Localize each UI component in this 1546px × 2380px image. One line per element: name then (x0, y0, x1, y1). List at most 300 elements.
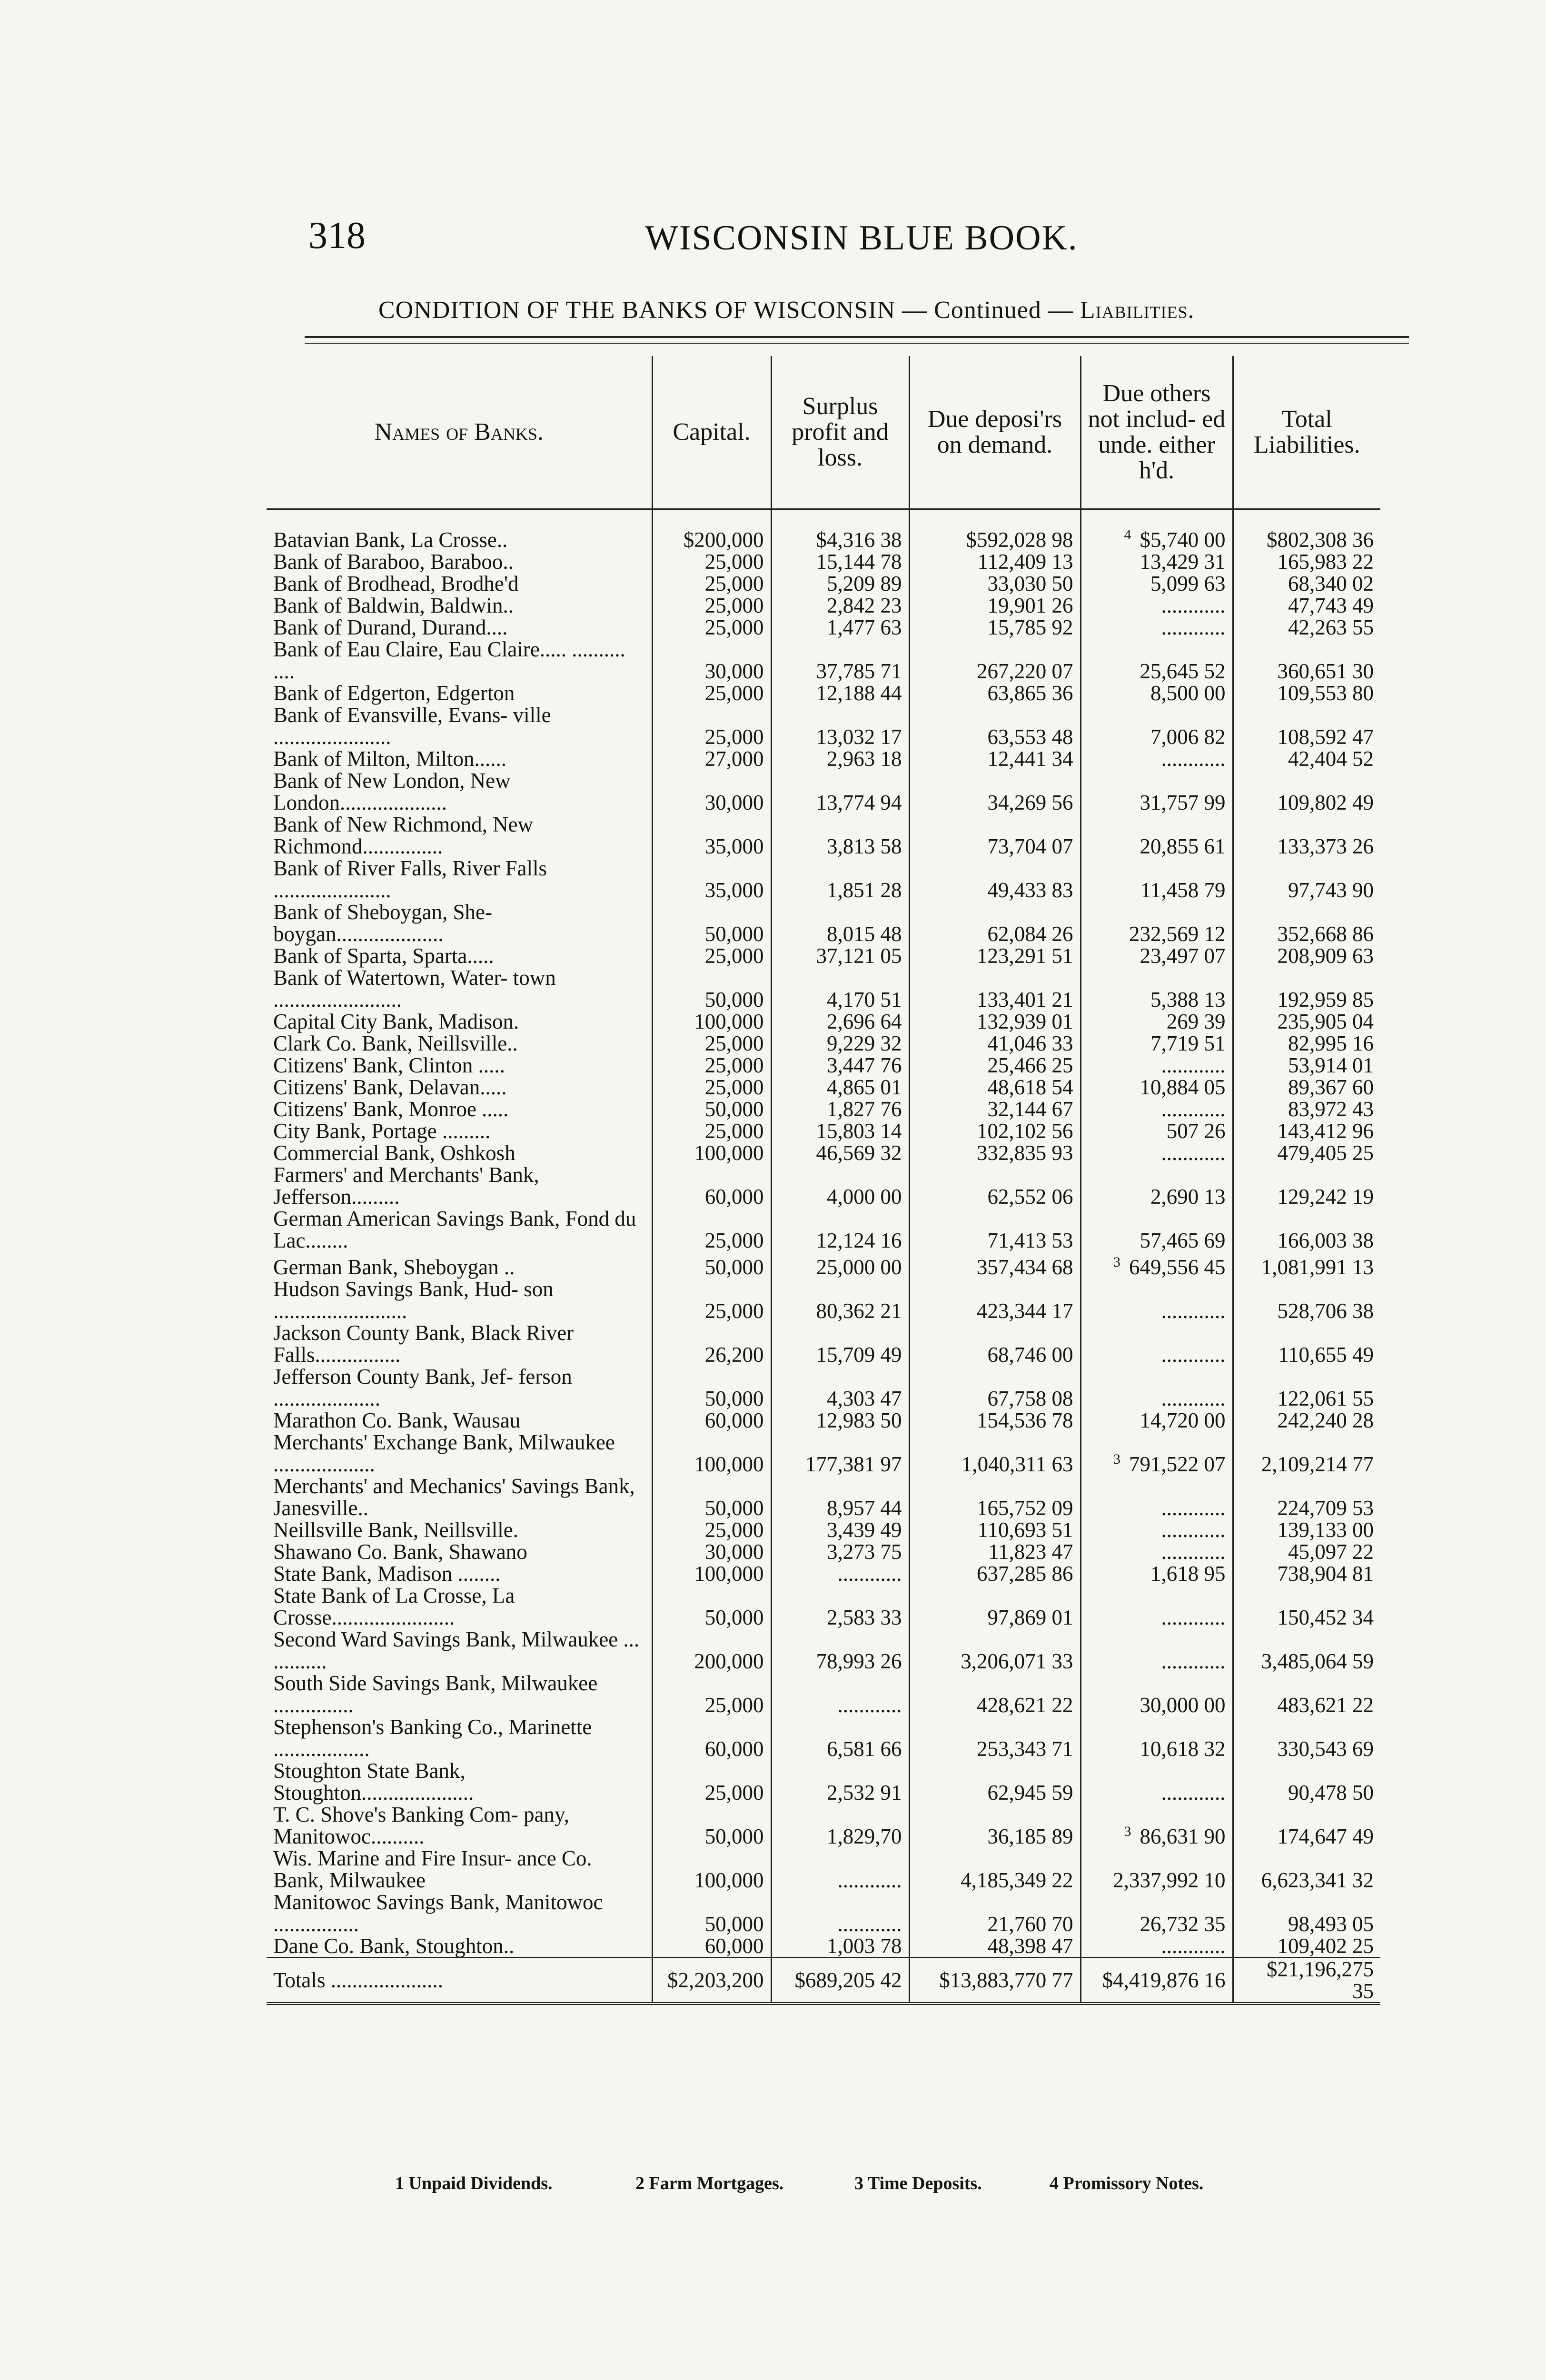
surplus-cell: 2,696 64 (771, 1011, 909, 1032)
table-row (267, 1098, 1380, 1120)
book-title: WISCONSIN BLUE BOOK. (645, 218, 1078, 258)
capital-cell: 25,000 (652, 704, 771, 748)
capital-cell: 30,000 (652, 638, 771, 682)
table-row (267, 1409, 1380, 1431)
bank-name: Marathon Co. Bank, Wausau (273, 1408, 521, 1432)
capital-cell: 50,000 (652, 1098, 771, 1120)
surplus-cell: $4,316 38 (771, 524, 909, 551)
total-cell: 143,412 96 (1233, 1120, 1380, 1142)
due-depositors-cell: 63,865 36 (909, 682, 1080, 704)
due-depositors-cell: 267,220 07 (909, 638, 1080, 682)
surplus-cell: 5,209 89 (771, 573, 909, 595)
total-cell: 45,097 22 (1233, 1541, 1380, 1563)
bank-name: Stephenson's Banking Co., Marinette .................. (273, 1715, 592, 1761)
col-header-due-depositors: Due deposi'rs on demand. (909, 356, 1080, 509)
due-depositors-cell: 34,269 56 (909, 770, 1080, 813)
totals-row (267, 1958, 1380, 2004)
due-depositors-cell: 25,466 25 (909, 1054, 1080, 1076)
table-title-section: Liabilities. (1080, 297, 1195, 324)
bank-name: Bank of Sheboygan, She- boygan.................... (273, 900, 492, 946)
total-cell: 224,709 53 (1233, 1475, 1380, 1519)
table-row (267, 573, 1380, 595)
due-others-cell: 1,618 95 (1080, 1563, 1233, 1585)
bank-name: State Bank, Madison ........ (273, 1562, 501, 1586)
total-cell: 97,743 90 (1233, 857, 1380, 901)
bank-name: Bank of Edgerton, Edgerton (273, 681, 515, 705)
total-cell: 235,905 04 (1233, 1011, 1380, 1032)
capital-cell: 25,000 (652, 682, 771, 704)
total-cell: 68,340 02 (1233, 573, 1380, 595)
due-depositors-cell: $592,028 98 (909, 524, 1080, 551)
due-depositors-cell: 63,553 48 (909, 704, 1080, 748)
capital-cell: 27,000 (652, 748, 771, 770)
bank-name: Merchants' and Mechanics' Savings Bank, Janesville.. (273, 1474, 635, 1520)
surplus-cell: 1,477 63 (771, 616, 909, 638)
bank-name: Farmers' and Merchants' Bank, Jefferson......... (273, 1163, 539, 1209)
total-cell: 89,367 60 (1233, 1076, 1380, 1098)
bank-name: Bank of Eau Claire, Eau Claire..... .......... .... (273, 637, 625, 683)
capital-cell: 100,000 (652, 1563, 771, 1585)
col-header-surplus: Surplus profit and loss. (771, 356, 909, 509)
bank-name: Bank of Evansville, Evans- ville ...................... (273, 703, 551, 749)
surplus-cell: 4,000 00 (771, 1164, 909, 1208)
table-row (267, 1716, 1380, 1760)
table-row (267, 1164, 1380, 1208)
bank-name: German American Savings Bank, Fond du Lac........ (273, 1207, 636, 1252)
total-cell: 360,651 30 (1233, 638, 1380, 682)
due-depositors-cell: 62,084 26 (909, 901, 1080, 945)
footnote-ref: 3 (1113, 1451, 1120, 1467)
bank-name: Bank of Baldwin, Baldwin.. (273, 594, 514, 617)
due-depositors-cell: 41,046 33 (909, 1032, 1080, 1054)
due-others-cell: 5,388 13 (1080, 967, 1233, 1011)
capital-cell: 50,000 (652, 1251, 771, 1278)
footnote-1: 1 Unpaid Dividends. (395, 2173, 553, 2193)
total-cell: 122,061 55 (1233, 1366, 1380, 1409)
header-row (267, 356, 1380, 509)
capital-cell: 60,000 (652, 1935, 771, 1958)
surplus-cell: 12,983 50 (771, 1409, 909, 1431)
due-others-cell: ............ (1080, 1098, 1233, 1120)
due-depositors-cell: 73,704 07 (909, 813, 1080, 857)
surplus-cell: 37,785 71 (771, 638, 909, 682)
capital-cell: 100,000 (652, 1431, 771, 1475)
capital-cell: 25,000 (652, 1032, 771, 1054)
surplus-cell: 2,532 91 (771, 1760, 909, 1804)
total-cell: 47,743 49 (1233, 595, 1380, 616)
due-depositors-cell: 19,901 26 (909, 595, 1080, 616)
capital-cell: $200,000 (652, 524, 771, 551)
footnote-ref: 3 (1113, 1254, 1120, 1270)
due-others-cell: 507 26 (1080, 1120, 1233, 1142)
table-row (267, 1322, 1380, 1366)
bank-name: Citizens' Bank, Monroe ..... (273, 1097, 509, 1121)
surplus-cell: ............ (771, 1563, 909, 1585)
due-depositors-cell: 154,536 78 (909, 1409, 1080, 1431)
surplus-cell: 37,121 05 (771, 945, 909, 967)
bank-name: Hudson Savings Bank, Hud- son ......................... (273, 1277, 554, 1323)
surplus-cell: 13,774 94 (771, 770, 909, 813)
due-others-cell: 31,757 99 (1080, 770, 1233, 813)
surplus-cell: 3,439 49 (771, 1519, 909, 1541)
surplus-cell: 12,188 44 (771, 682, 909, 704)
due-others-cell: ............ (1080, 1054, 1233, 1076)
capital-cell: 25,000 (652, 551, 771, 573)
due-others-cell: ............ (1080, 1541, 1233, 1563)
bank-name: Bank of Baraboo, Baraboo.. (273, 550, 514, 574)
total-cell: 6,623,341 32 (1233, 1847, 1380, 1891)
capital-cell: 25,000 (652, 616, 771, 638)
surplus-cell: 6,581 66 (771, 1716, 909, 1760)
total-cell: 330,543 69 (1233, 1716, 1380, 1760)
capital-cell: 25,000 (652, 1278, 771, 1322)
bank-name: Citizens' Bank, Clinton ..... (273, 1053, 505, 1077)
due-others-cell: 8,500 00 (1080, 682, 1233, 704)
table-row (267, 1804, 1380, 1847)
due-others-cell: ............ (1080, 1935, 1233, 1958)
surplus-cell: 177,381 97 (771, 1431, 909, 1475)
bank-name: Manitowoc Savings Bank, Manitowoc ................ (273, 1890, 603, 1936)
capital-cell: 50,000 (652, 901, 771, 945)
total-cell: 150,452 34 (1233, 1585, 1380, 1628)
surplus-cell: 15,803 14 (771, 1120, 909, 1142)
table-row (267, 945, 1380, 967)
table-row (267, 1278, 1380, 1322)
capital-cell: 200,000 (652, 1628, 771, 1672)
due-depositors-cell: 123,291 51 (909, 945, 1080, 967)
due-depositors-cell: 132,939 01 (909, 1011, 1080, 1032)
due-others-cell: 25,645 52 (1080, 638, 1233, 682)
due-others-cell: ............ (1080, 1142, 1233, 1164)
surplus-cell: 3,447 76 (771, 1054, 909, 1076)
table-title-main: CONDITION OF THE BANKS OF WISCONSIN (378, 297, 896, 324)
bank-name: City Bank, Portage ......... (273, 1119, 491, 1143)
surplus-cell: 4,170 51 (771, 967, 909, 1011)
due-depositors-cell: 62,945 59 (909, 1760, 1080, 1804)
bank-name: Merchants' Exchange Bank, Milwaukee ................... (273, 1430, 615, 1476)
bank-name: Bank of Watertown, Water- town ........................ (273, 966, 556, 1012)
bank-name: Shawano Co. Bank, Shawano (273, 1540, 527, 1564)
due-depositors-cell: 102,102 56 (909, 1120, 1080, 1142)
total-cell: 242,240 28 (1233, 1409, 1380, 1431)
capital-cell: 25,000 (652, 595, 771, 616)
table-row (267, 551, 1380, 573)
capital-cell: 50,000 (652, 967, 771, 1011)
capital-cell: 25,000 (652, 1120, 771, 1142)
table-row (267, 967, 1380, 1011)
due-others-cell: ............ (1080, 1628, 1233, 1672)
due-depositors-cell: 11,823 47 (909, 1541, 1080, 1563)
capital-cell: 50,000 (652, 1891, 771, 1935)
due-depositors-cell: 33,030 50 (909, 573, 1080, 595)
due-depositors-cell: 133,401 21 (909, 967, 1080, 1011)
table-row (267, 748, 1380, 770)
due-depositors-cell: 15,785 92 (909, 616, 1080, 638)
due-others-cell: 20,855 61 (1080, 813, 1233, 857)
table-row (267, 1672, 1380, 1716)
table-row (267, 901, 1380, 945)
bank-name: Bank of New London, New London.................... (273, 769, 511, 814)
bank-name: Jackson County Bank, Black River Falls................ (273, 1321, 574, 1367)
table-row (267, 1011, 1380, 1032)
footnote-2: 2 Farm Mortgages. (635, 2173, 784, 2193)
capital-cell: 25,000 (652, 1054, 771, 1076)
due-others-value: 791,522 07 (1129, 1452, 1226, 1476)
total-cell: 165,983 22 (1233, 551, 1380, 573)
due-depositors-cell: 112,409 13 (909, 551, 1080, 573)
due-others-cell: 11,458 79 (1080, 857, 1233, 901)
totals-due-others: $4,419,876 16 (1080, 1958, 1233, 2004)
footnote-ref: 4 (1124, 527, 1131, 543)
totals-label: Totals ..................... (267, 1958, 652, 2004)
bank-name: Bank of New Richmond, New Richmond............... (273, 813, 534, 858)
capital-cell: 50,000 (652, 1475, 771, 1519)
due-others-cell: 57,465 69 (1080, 1208, 1233, 1251)
surplus-cell: 2,842 23 (771, 595, 909, 616)
total-cell: 90,478 50 (1233, 1760, 1380, 1804)
surplus-cell: 46,569 32 (771, 1142, 909, 1164)
table-row (267, 1032, 1380, 1054)
footnote-4: 4 Promissory Notes. (1050, 2173, 1204, 2193)
table-row (267, 1847, 1380, 1891)
total-cell: 738,904 81 (1233, 1563, 1380, 1585)
due-others-cell: ............ (1080, 616, 1233, 638)
due-others-cell (1080, 1431, 1233, 1475)
table-row (267, 1585, 1380, 1628)
due-depositors-cell: 68,746 00 (909, 1322, 1080, 1366)
total-cell: 174,647 49 (1233, 1804, 1380, 1847)
table-row (267, 1760, 1380, 1804)
due-others-cell (1080, 524, 1233, 551)
capital-cell: 100,000 (652, 1847, 771, 1891)
bank-name: Jefferson County Bank, Jef- ferson .................... (273, 1365, 572, 1410)
total-cell: $802,308 36 (1233, 524, 1380, 551)
bank-name: Neillsville Bank, Neillsville. (273, 1518, 518, 1542)
due-depositors-cell: 62,552 06 (909, 1164, 1080, 1208)
due-others-cell: 2,690 13 (1080, 1164, 1233, 1208)
due-depositors-cell: 637,285 86 (909, 1563, 1080, 1585)
total-cell: 109,553 80 (1233, 682, 1380, 704)
surplus-cell: 1,827 76 (771, 1098, 909, 1120)
capital-cell: 25,000 (652, 1672, 771, 1716)
total-cell: 98,493 05 (1233, 1891, 1380, 1935)
totals-due-depositors: $13,883,770 77 (909, 1958, 1080, 2004)
surplus-cell: 12,124 16 (771, 1208, 909, 1251)
due-depositors-cell: 4,185,349 22 (909, 1847, 1080, 1891)
table-row (267, 704, 1380, 748)
due-others-cell: ............ (1080, 1760, 1233, 1804)
bank-name: State Bank of La Crosse, La Crosse....................... (273, 1584, 515, 1629)
surplus-cell: 25,000 00 (771, 1251, 909, 1278)
table-row (267, 857, 1380, 901)
due-others-cell: ............ (1080, 595, 1233, 616)
bank-name: Bank of Durand, Durand.... (273, 615, 508, 639)
due-others-cell: 10,618 32 (1080, 1716, 1233, 1760)
bank-name: Bank of Brodhead, Brodhe'd (273, 572, 519, 595)
table-row (267, 682, 1380, 704)
due-others-value: $5,740 00 (1140, 528, 1226, 552)
due-others-cell: 23,497 07 (1080, 945, 1233, 967)
table-row (267, 1054, 1380, 1076)
due-depositors-cell: 67,758 08 (909, 1366, 1080, 1409)
due-others-cell (1080, 1804, 1233, 1847)
table-row (267, 813, 1380, 857)
capital-cell: 60,000 (652, 1716, 771, 1760)
total-cell: 83,972 43 (1233, 1098, 1380, 1120)
table-row (267, 1541, 1380, 1563)
due-depositors-cell: 48,618 54 (909, 1076, 1080, 1098)
capital-cell: 60,000 (652, 1409, 771, 1431)
surplus-cell: 13,032 17 (771, 704, 909, 748)
due-depositors-cell: 49,433 83 (909, 857, 1080, 901)
bank-liabilities-table (267, 356, 1380, 2005)
total-cell: 42,263 55 (1233, 616, 1380, 638)
capital-cell: 25,000 (652, 1760, 771, 1804)
bank-name: Commercial Bank, Oshkosh (273, 1141, 515, 1165)
due-others-cell (1080, 1251, 1233, 1278)
col-header-total: Total Liabilities. (1233, 356, 1380, 509)
table-row (267, 1891, 1380, 1935)
surplus-cell: 1,003 78 (771, 1935, 909, 1958)
bank-name: Dane Co. Bank, Stoughton.. (273, 1934, 515, 1958)
due-depositors-cell: 165,752 09 (909, 1475, 1080, 1519)
due-depositors-cell: 423,344 17 (909, 1278, 1080, 1322)
capital-cell: 60,000 (652, 1164, 771, 1208)
due-others-cell: 10,884 05 (1080, 1076, 1233, 1098)
due-others-cell: 7,719 51 (1080, 1032, 1233, 1054)
surplus-cell: 4,303 47 (771, 1366, 909, 1409)
surplus-cell: 2,583 33 (771, 1585, 909, 1628)
due-others-cell: 13,429 31 (1080, 551, 1233, 573)
page-number: 318 (308, 215, 366, 257)
due-others-cell: 232,569 12 (1080, 901, 1233, 945)
due-depositors-cell: 110,693 51 (909, 1519, 1080, 1541)
surplus-cell: 1,851 28 (771, 857, 909, 901)
due-others-cell: 2,337,992 10 (1080, 1847, 1233, 1891)
total-cell: 82,995 16 (1233, 1032, 1380, 1054)
bank-name: German Bank, Sheboygan .. (273, 1255, 515, 1279)
footnote-3: 3 Time Deposits. (854, 2173, 982, 2193)
capital-cell: 100,000 (652, 1011, 771, 1032)
table-row (267, 1366, 1380, 1409)
due-others-cell: 14,720 00 (1080, 1409, 1233, 1431)
capital-cell: 26,200 (652, 1322, 771, 1366)
surplus-cell: 15,709 49 (771, 1322, 909, 1366)
due-others-value: 86,631 90 (1140, 1825, 1226, 1848)
bank-name: Citizens' Bank, Delavan..... (273, 1075, 507, 1099)
table-title-continued: — Continued — (902, 297, 1073, 324)
table-row (267, 638, 1380, 682)
table-row (267, 1935, 1380, 1958)
bank-name: T. C. Shove's Banking Com- pany, Manitowoc.......... (273, 1803, 569, 1848)
bank-name: Bank of River Falls, River Falls ...................... (273, 856, 547, 902)
surplus-cell: ............ (771, 1891, 909, 1935)
capital-cell: 25,000 (652, 573, 771, 595)
total-cell: 42,404 52 (1233, 748, 1380, 770)
due-depositors-cell: 332,835 93 (909, 1142, 1080, 1164)
table-row (267, 1519, 1380, 1541)
capital-cell: 35,000 (652, 813, 771, 857)
capital-cell: 25,000 (652, 1519, 771, 1541)
bank-name: South Side Savings Bank, Milwaukee ............... (273, 1671, 598, 1717)
totals-capital: $2,203,200 (652, 1958, 771, 2004)
due-others-cell: ............ (1080, 1519, 1233, 1541)
due-others-cell: ............ (1080, 748, 1233, 770)
table-row (267, 1431, 1380, 1475)
table-row (267, 1142, 1380, 1164)
surplus-cell: 4,865 01 (771, 1076, 909, 1098)
due-others-cell: ............ (1080, 1278, 1233, 1322)
surplus-cell: 3,273 75 (771, 1541, 909, 1563)
col-header-names: Names of Banks. (267, 356, 652, 509)
table-row (267, 616, 1380, 638)
due-depositors-cell: 36,185 89 (909, 1804, 1080, 1847)
due-depositors-cell: 428,621 22 (909, 1672, 1080, 1716)
col-header-due-others: Due others not includ- ed unde. either h'd. (1080, 356, 1233, 509)
due-others-cell: 30,000 00 (1080, 1672, 1233, 1716)
due-others-cell: 7,006 82 (1080, 704, 1233, 748)
footnote-ref: 3 (1124, 1824, 1131, 1839)
due-depositors-cell: 48,398 47 (909, 1935, 1080, 1958)
total-cell: 2,109,214 77 (1233, 1431, 1380, 1475)
table-row (267, 1628, 1380, 1672)
capital-cell: 50,000 (652, 1366, 771, 1409)
total-cell: 483,621 22 (1233, 1672, 1380, 1716)
capital-cell: 30,000 (652, 770, 771, 813)
capital-cell: 50,000 (652, 1585, 771, 1628)
surplus-cell: 2,963 18 (771, 748, 909, 770)
due-depositors-cell: 32,144 67 (909, 1098, 1080, 1120)
bank-name: Stoughton State Bank, Stoughton..................... (273, 1759, 474, 1805)
due-depositors-cell: 357,434 68 (909, 1251, 1080, 1278)
table-row (267, 770, 1380, 813)
surplus-cell: 9,229 32 (771, 1032, 909, 1054)
capital-cell: 100,000 (652, 1142, 771, 1164)
due-depositors-cell: 3,206,071 33 (909, 1628, 1080, 1672)
total-cell: 528,706 38 (1233, 1278, 1380, 1322)
totals-surplus: $689,205 42 (771, 1958, 909, 2004)
surplus-cell: ............ (771, 1672, 909, 1716)
due-others-cell: ............ (1080, 1475, 1233, 1519)
total-cell: 53,914 01 (1233, 1054, 1380, 1076)
due-depositors-cell: 97,869 01 (909, 1585, 1080, 1628)
due-others-value: 649,556 45 (1129, 1255, 1226, 1279)
total-cell: 110,655 49 (1233, 1322, 1380, 1366)
table-row (267, 595, 1380, 616)
bank-name: Second Ward Savings Bank, Milwaukee ... .......... (273, 1627, 640, 1673)
top-rule-thin (305, 343, 1409, 344)
capital-cell: 25,000 (652, 1208, 771, 1251)
total-cell: 166,003 38 (1233, 1208, 1380, 1251)
total-cell: 109,802 49 (1233, 770, 1380, 813)
surplus-cell: 8,957 44 (771, 1475, 909, 1519)
due-others-cell: 269 39 (1080, 1011, 1233, 1032)
bank-name: Bank of Sparta, Sparta..... (273, 944, 494, 968)
surplus-cell: 78,993 26 (771, 1628, 909, 1672)
table-row (267, 524, 1380, 551)
col-header-capital: Capital. (652, 356, 771, 509)
surplus-cell: ............ (771, 1847, 909, 1891)
due-depositors-cell: 71,413 53 (909, 1208, 1080, 1251)
table-body (267, 509, 1380, 1958)
surplus-cell: 3,813 58 (771, 813, 909, 857)
due-others-cell: ............ (1080, 1366, 1233, 1409)
capital-cell: 25,000 (652, 945, 771, 967)
table-row (267, 1563, 1380, 1585)
total-cell: 208,909 63 (1233, 945, 1380, 967)
total-cell: 352,668 86 (1233, 901, 1380, 945)
total-cell: 479,405 25 (1233, 1142, 1380, 1164)
